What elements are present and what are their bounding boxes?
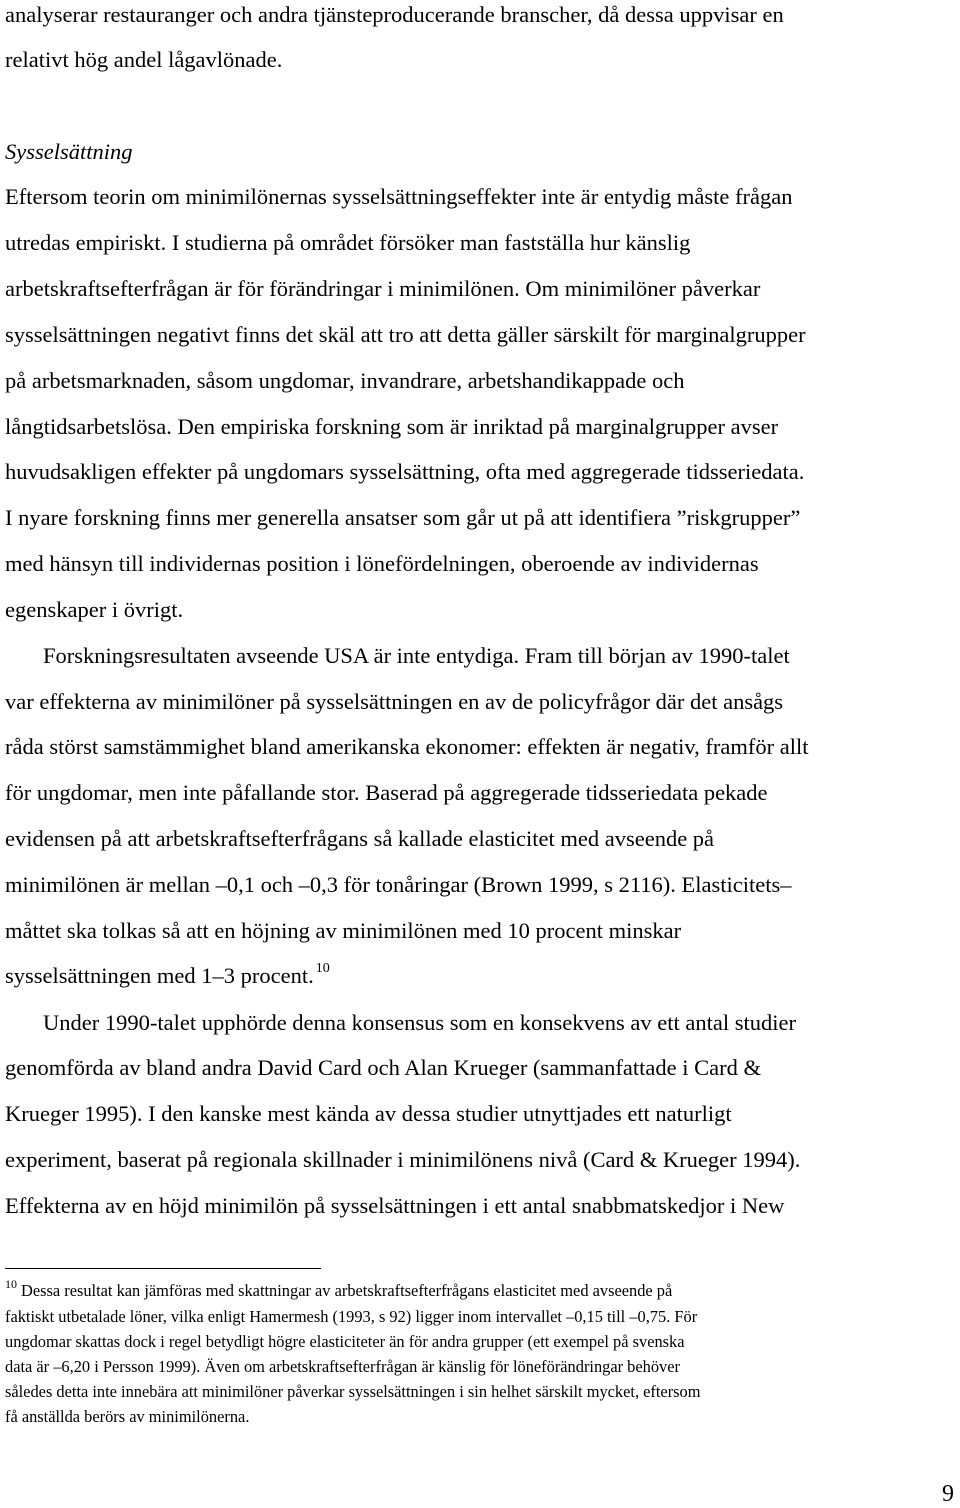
body-text-line: var effekterna av minimilöner på sysselsättningen en av de policyfrågor där det ansågs: [5, 689, 784, 714]
body-text-line: relativt hög andel lågavlönade.: [5, 47, 283, 72]
body-text-line: analyserar restauranger och andra tjänsteproducerande branscher, då dessa uppvisar en: [5, 2, 784, 27]
body-text-line: egenskaper i övrigt.: [5, 597, 184, 622]
footnote-reference: 10: [315, 961, 330, 976]
body-text-line: sysselsättningen negativt finns det skäl att tro att detta gäller särskilt för marginalgrupper: [5, 322, 806, 347]
body-text-line: Effekterna av en höjd minimilön på sysselsättningen i ett antal snabbmatskedjor i New: [5, 1193, 785, 1218]
body-text-line: huvudsakligen effekter på ungdomars sysselsättning, ofta med aggregerade tidsseriedata.: [5, 459, 805, 484]
footnote-line: data är –6,20 i Persson 1999). Även om arbetskraftsefterfrågan är känslig för löneförändringar behöver: [5, 1357, 680, 1376]
footnote-separator: [5, 1268, 321, 1269]
footnote-line: få anställda berörs av minimilönerna.: [5, 1407, 250, 1426]
body-text-span: sysselsättningen med 1–3 procent.: [5, 963, 314, 988]
page-number: 9: [942, 1481, 954, 1507]
body-text-line: I nyare forskning finns mer generella ansatser som går ut på att identifiera ”riskgrupper”: [5, 505, 801, 530]
footnote-line: ungdomar skattas dock i regel betydligt högre elasticiteter än för andra grupper (ett exempel på svenska: [5, 1332, 685, 1351]
body-text-line: på arbetsmarknaden, såsom ungdomar, invandrare, arbetshandikappade och: [5, 368, 685, 393]
footnote-line: faktiskt utbetalade löner, vilka enligt Hamermesh (1993, s 92) ligger inom intervallet –0,15 till –0,75. För: [5, 1307, 698, 1326]
footnote-text: Dessa resultat kan jämföras med skattningar av arbetskraftsefterfrågans elasticitet med avseende på: [21, 1281, 673, 1300]
body-text-line: Under 1990-talet upphörde denna konsensus som en konsekvens av ett antal studier: [43, 1010, 796, 1035]
body-text-line: evidensen på att arbetskraftsefterfrågans så kallade elasticitet med avseende på: [5, 826, 715, 851]
footnote-marker: 10: [5, 1277, 17, 1291]
footnote-line: [5, 1277, 673, 1301]
body-text-line: Forskningsresultaten avseende USA är inte entydiga. Fram till början av 1990-talet: [43, 643, 790, 668]
body-text-line: för ungdomar, men inte påfallande stor. Baserad på aggregerade tidsseriedata pekade: [5, 780, 768, 805]
section-heading: Sysselsättning: [5, 139, 133, 164]
body-text-line: utredas empiriskt. I studierna på området försöker man fastställa hur känslig: [5, 230, 691, 255]
body-text-line: minimilönen är mellan –0,1 och –0,3 för tonåringar (Brown 1999, s 2116). Elasticitets–: [5, 872, 792, 897]
body-text-line: Krueger 1995). I den kanske mest kända av dessa studier utnyttjades ett naturligt: [5, 1101, 732, 1126]
body-text-line: Eftersom teorin om minimilönernas sysselsättningseffekter inte är entydig måste frågan: [5, 184, 793, 209]
body-text-line: måttet ska tolkas så att en höjning av minimilönen med 10 procent minskar: [5, 918, 682, 943]
body-text-line: arbetskraftsefterfrågan är för förändringar i minimilönen. Om minimilöner påverkar: [5, 276, 761, 301]
body-text-line: långtidsarbetslösa. Den empiriska forskning som är inriktad på marginalgrupper avser: [5, 414, 779, 439]
body-text-line: råda störst samstämmighet bland amerikanska ekonomer: effekten är negativ, framför allt: [5, 734, 809, 759]
body-text-line: [5, 963, 330, 989]
body-text-line: experiment, baserat på regionala skillnader i minimilönens nivå (Card & Krueger 1994).: [5, 1147, 801, 1172]
footnote-line: således detta inte innebära att minimilöner påverkar sysselsättningen i sin helhet särskilt mycket, eftersom: [5, 1382, 701, 1401]
body-text-line: genomförda av bland andra David Card och Alan Krueger (sammanfattade i Card &: [5, 1055, 761, 1080]
body-text-line: med hänsyn till individernas position i lönefördelningen, oberoende av individernas: [5, 551, 759, 576]
